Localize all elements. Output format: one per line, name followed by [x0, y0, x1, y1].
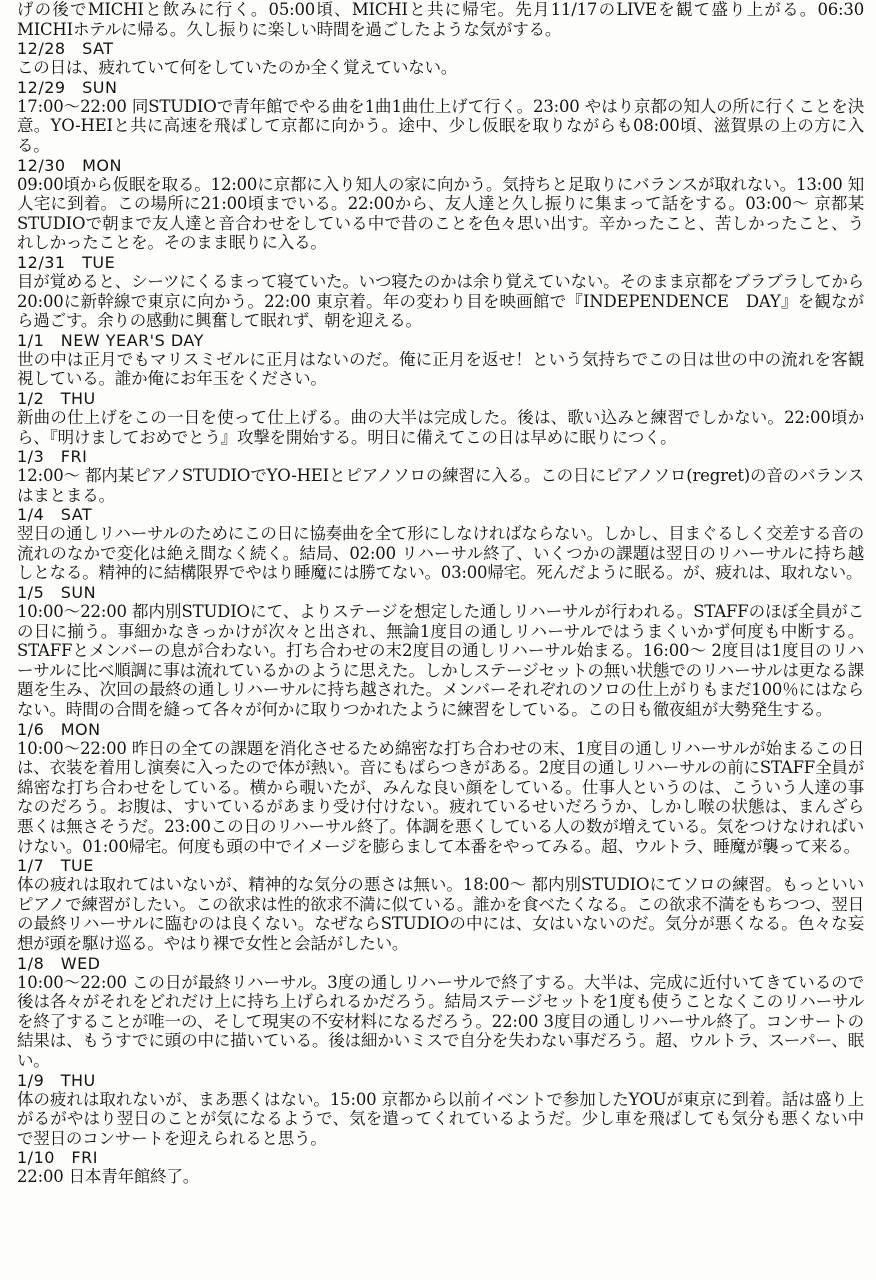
diary-entry-1-6 [17, 720, 864, 857]
entry-text: 12:00～ 都内某ピアノSTUDIOでYO-HEIとピアノソロの練習に入る。この日にピアノソロ(regret)の音のバランスはまとまる。 [17, 466, 864, 505]
diary-entry-1-3 [17, 447, 864, 505]
entry-date: 1/9 THU [17, 1070, 96, 1090]
diary-entry-12-31 [17, 253, 864, 331]
entry-text: 17:00～22:00 同STUDIOで青年館でやる曲を1曲1曲仕上げて行く。23:00 やはり京都の知人の所に行くことを決意。YO-HEIと共に高速を飛ばして京都に向かう。途中、少し仮眠を取りながらも08:00頃、滋賀県の上の方に入る。 [17, 96, 864, 155]
diary-entry-1-8 [17, 954, 864, 1071]
diary-entry-1-9 [17, 1071, 864, 1149]
entry-text: 新曲の仕上げをこの一日を使って仕上げる。曲の大半は完成した。後は、歌い込みと練習でしかない。22:00頃から、『明けましておめでとう』攻撃を開始する。明日に備えてこの日は早めに眠りにつく。 [17, 407, 864, 447]
entry-text: 09:00頃から仮眠を取る。12:00に京都に入り知人の家に向かう。気持ちと足取りにバランスが取れない。13:00 知人宅に到着。この場所に21:00頃までいる。22:00から、友人達と久し振りに集まって話をする。03:00～ 京都某STUDIOで朝まで友人達と音合わせをしている中で昔のことを色々思い出す。辛かったこと、苦しかったこと、うれしかったことを。そのまま眠りに入る。 [17, 174, 864, 253]
diary-entry-12-28 [17, 39, 864, 78]
diary-entry-12-29 [17, 78, 864, 156]
diary-entry-1-2 [17, 389, 864, 447]
entry-text: 体の疲れは取れないが、まあ悪くはない。15:00 京都から以前イベントで参加したYOUが東京に到着。話は盛り上がるがやはり翌日のことが気になるようで、気を遣ってくれているようだ。少し車を飛ばしても気分も悪くない中で翌日のコンサートを迎えられると思う。 [17, 1089, 864, 1148]
entry-date: 12/28 SAT [17, 39, 114, 59]
entry-date: 1/1 NEW YEAR'S DAY [17, 330, 204, 350]
entry-date: 12/30 MON [17, 155, 122, 175]
entry-date: 1/6 MON [17, 719, 101, 739]
diary-entry-1-4 [17, 505, 864, 583]
entry-text: 22:00 日本青年館終了。 [17, 1167, 199, 1187]
entry-date: 1/4 SAT [17, 505, 93, 525]
entry-date: 1/2 THU [17, 388, 96, 408]
diary-entry-1-1 [17, 331, 864, 389]
entry-text: この日は、疲れていて何をしていたのか全く覚えていない。 [17, 58, 458, 78]
entry-text: 10:00～22:00 都内別STUDIOにて、よりステージを想定した通しリハーサルが行われる。STAFFのほぼ全員がこの日に揃う。事細かなきっかけが次々と出され、無論1度目の通しリハーサルではうまくいかず何度も中断する。STAFFとメンバーの息が合わない。打ち合わせの末2度目の通しリハーサル始まる。16:00～ 2度目は1度目のリハーサルに比べ順調に事は流れているかのように思えた。しかしステージセットの無い状態でのリハーサルは更なる課題を生み、次回の最終の通しリハーサルに持ち越された。メンバーそれぞれのソロの仕上がりもまだ100％にはならない。時間の合間を縫って各々が何かに取りつかれたように練習をしている。この日も徹夜組が大勢発生する。 [17, 602, 864, 720]
entry-date: 1/7 TUE [17, 856, 94, 876]
entry-text: 目が覚めると、シーツにくるまって寝ていた。いつ寝たのかは余り覚えていない。そのまま京都をブラブラしてから20:00に新幹線で東京に向かう。22:00 東京着。年の変わり目を映画館で『INDEPENDENCE DAY』を観ながら過ごす。余りの感動に興奮して眠れず、朝を迎える。 [17, 271, 864, 331]
diary-entry-1-10 [17, 1148, 864, 1187]
entry-text: 10:00～22:00 昨日の全ての課題を消化させるため綿密な打ち合わせの末、1度目の通しリハーサルが始まるこの日は、衣装を着用し演奏に入ったので体が熱い。音にもばらつきがある。2度目の通しリハーサルの前にSTAFF全員が綿密な打ち合わせをしている。横から覗いたが、みんな良い顔をしている。仕事人というのは、こういう人達の事なのだろう。お腹は、すいているがあまり受け付けない。疲れているせいだろうか、しかし喉の状態は、まんざら悪くは無さそうだ。23:00この日のリハーサル終了。体調を悪くしている人の数が増えている。気をつけなければいけない。01:00帰宅。何度も頭の中でイメージを膨らまして本番をやってみる。超、ウルトラ、睡魔が襲って来る。 [17, 738, 864, 856]
entry-text: 体の疲れは取れてはいないが、精神的な気分の悪さは無い。18:00～ 都内別STUDIOにてソロの練習。もっといいピアノで練習がしたい。この欲求は性的欲求不満に似ている。誰かを食べたくなる。この欲求不満をもちつつ、翌日の最終リハーサルに臨むのは良くない。なぜならSTUDIOの中には、女はいないのだ。気分が悪くなる。色々な妄想が頭を駆け巡る。やはり裸で女性と会話がしたい。 [17, 875, 864, 953]
entry-text: 翌日の通しリハーサルのためにこの日に協奏曲を全て形にしなければならない。しかし、目まぐるしく交差する音の流れのなかで変化は絶え間なく続く。結局、02:00 リハーサル終了、いくつかの課題は翌日のリハーサルに持ち越しとなる。精神的に結構限界でやはり睡魔には勝てない。03:00帰宅。死んだように眠る。が、疲れは、取れない。 [17, 524, 864, 583]
diary-entry-12-30 [17, 156, 864, 253]
entry-date: 12/31 TUE [17, 252, 116, 272]
entry-date: 12/29 SUN [17, 77, 118, 97]
diary-entry-1-7 [17, 856, 864, 953]
entry-text: 世の中は正月でもマリスミゼルに正月はないのだ。俺に正月を返せ！という気持ちでこの日は世の中の流れを客観視している。誰か俺にお年玉をください。 [17, 349, 864, 389]
diary-entry-1-5 [17, 583, 864, 720]
entry-text: 10:00～22:00 この日が最終リハーサル。3度の通しリハーサルで終了する。大半は、完成に近付いてきているので後は各々がそれをどれだけ上に持ち上げられるかだろう。結局ステージセットを1度も使うことなくこのリハーサルを終了することが唯一の、そして現実の不安材料になるだろう。22:00 3度目の通しリハーサル終了。コンサートの結果は、もうすでに頭の中に描いている。後は細かいミスで自分を失わない事だろう。超、ウルトラ、スーパー、眠い。 [17, 972, 864, 1070]
entry-date: 1/8 WED [17, 953, 101, 973]
lead-text: げの後でMICHIと飲みに行く。05:00頃、MICHIと共に帰宅。先月11/17のLIVEを観て盛り上がる。06:30 MICHIホテルに帰る。久し振りに楽しい時間を過ごしたような気がする。 [17, 0, 864, 39]
entry-date: 1/10 FRI [17, 1148, 98, 1168]
entry-date: 1/5 SUN [17, 583, 97, 603]
entry-date: 1/3 FRI [17, 447, 88, 467]
